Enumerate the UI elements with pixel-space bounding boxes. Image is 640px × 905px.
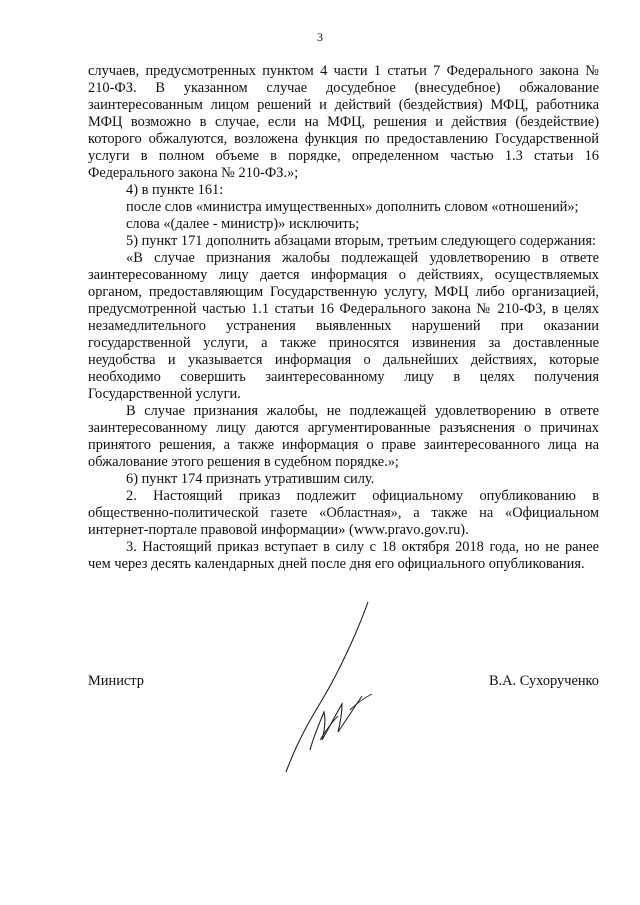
document-body	[88, 63, 599, 573]
paragraph-effective-date: 3. Настоящий приказ вступает в силу с 18 октября 2018 года, но не ранее чем через десять календарных дней после дня его официального опубликования.	[88, 539, 599, 572]
handwritten-signature	[280, 600, 400, 775]
paragraph-exclude-words: слова «(далее - министр)» исключить;	[126, 216, 360, 232]
paragraph-quote-not-satisfied: В случае признания жалобы, не подлежащей удовлетворению в ответе заинтересованному лицу даются аргументированные разъяснения о причинах принятого решения, а также информация о праве заинтересованного лица на обжалование этого решения в судебном порядке.»;	[88, 403, 599, 470]
signatory-position: Министр	[88, 673, 144, 689]
paragraph-after-words: после слов «министра имущественных» дополнить словом «отношений»;	[126, 199, 579, 215]
paragraph-quote-satisfied: «В случае признания жалобы подлежащей удовлетворению в ответе заинтересованному лицу дается информация о действиях, осуществляемых органом, предоставляющим Государственную услугу, МФЦ либо организацией, предусмотренной частью 1.1 статьи 16 Федерального закона № 210-ФЗ, в целях незамедлительного устранения выявленных нарушений при оказании государственной услуги, а также приносятся извинения за доставленные неудобства и указывается информация о дальнейших действиях, которые необходимо совершить заинтересованному лицу в целях получения Государственной услуги.	[88, 250, 599, 402]
paragraph-item-5: 5) пункт 171 дополнить абзацами вторым, третьим следующего содержания:	[126, 233, 597, 249]
signatory-name: В.А. Сухорученко	[488, 673, 599, 689]
paragraph-continuation: случаев, предусмотренных пунктом 4 части 1 статьи 7 Федерального закона № 210-ФЗ. В указанном случае досудебное (внесудебное) обжалование заинтересованным лицом решений и действий (бездействия) МФЦ, работника МФЦ возможно в случае, если на МФЦ, решения и действия (бездействие) которого обжалуются, возложена функция по предоставлению Государственной услуги в полном объеме в порядке, определенном частью 1.3 статьи 16 Федерального закона № 210-ФЗ.»;	[88, 63, 599, 181]
paragraph-item-6: 6) пункт 174 признать утратившим силу.	[126, 471, 375, 487]
page-number: 3	[317, 30, 323, 44]
paragraph-publication: 2. Настоящий приказ подлежит официальному опубликованию в общественно-политической газете «Областная», а также на «Официальном интернет-портале правовой информации» (www.pravo.gov.ru).	[88, 488, 599, 538]
paragraph-item-4: 4) в пункте 161:	[126, 182, 224, 198]
